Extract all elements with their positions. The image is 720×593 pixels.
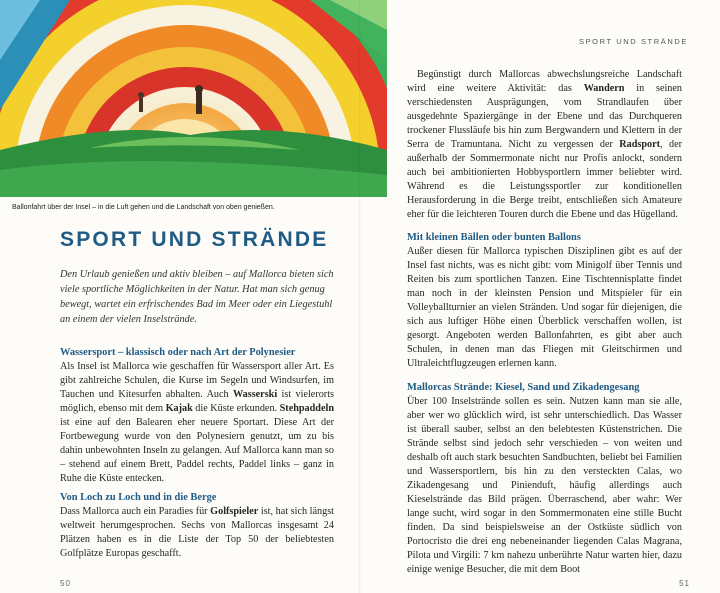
bold-term-wasserski: Wasserski — [233, 389, 278, 400]
text-run: Als Insel ist Mallorca wie geschaffen für Wassersport aller Art. Es gibt zahlreiche Schulen, die Kurse im Segeln und Windsurfen, im Tauchen und Kitesurfen abhalten. Auch — [60, 361, 334, 400]
bold-term-radsport: Radsport — [619, 139, 661, 150]
balloon-photo — [0, 0, 387, 197]
running-head: SPORT UND STRÄNDE — [578, 37, 688, 46]
bold-term-golfspieler: Golfspieler — [210, 506, 259, 517]
bold-term-stehpaddeln: Stehpaddeln — [279, 403, 334, 414]
text-run: ist vielerorts möglich, ebenso mit dem — [60, 389, 334, 414]
bold-term-kajak: Kajak — [165, 403, 193, 414]
bold-term-wandern: Wandern — [583, 83, 625, 94]
page-number-left: 50 — [60, 579, 71, 588]
book-gutter — [359, 0, 361, 593]
text-run: Begünstigt durch Mallorcas abwechslungsreiche Landschaft wird eine weitere Aktivität: das — [407, 69, 682, 94]
intro-paragraph: Den Urlaub genießen und aktiv bleiben – auf Mallorca bieten sich viele sportliche Möglichkeiten in der Natur. Hat man sich genug bewegt, wartet ein erfrischendes Bad im Meer oder ein Liegestuhl an einem der vielen Inselstrände. — [60, 269, 334, 325]
section-heading-baelle-ballons: Mit kleinen Bällen oder bunten Ballons — [407, 232, 581, 243]
text-run: ist eine auf den Balearen eher neuere Sportart. Diese Art der Fortbewegung wurde von den Polynesiern genutzt, um zu bis dahin unbewohnten Inseln zu gelangen. Auf Mallorca kann man so – stehend auf einem Brett, Paddel rechts, Paddel links – ganz in Ruhe die Küste entecken. — [60, 417, 334, 484]
right-body-column — [407, 68, 682, 577]
left-body-column — [60, 346, 334, 561]
text-run: , der außerhalb der Sommermonate nicht nur Profis anlockt, sondern auch bei ambitionierten Hobbysportlern immer beliebter wird. Während es die Leistungssportler zur konditionellen Herausforderung in die Berge treibt, entschließen sich Amateure eher für die leichteren Touren durch die Ebene und das Hügelland. — [407, 139, 682, 220]
section-heading-straende: Mallorcas Strände: Kiesel, Sand und Zikadengesang — [407, 382, 640, 393]
text-run: in seinen verschiedensten Ausprägungen, vom Strandlaufen über ausgedehnte Spaziergänge in der Ebene und das Durchqueren trockener Flussläufe bis hin zum Bergwandern und Klettern in der Serra de Tramuntana. Nicht zu vergessen der — [407, 83, 683, 150]
paragraph-baelle-ballons: Außer diesen für Mallorca typischen Disziplinen gibt es auf der Insel fast nichts, was es nicht gibt: vom Minigolf über Tennis und Reiten bis zum sportlichen Tanzen. Eine Tischtennisplatte findet man noch in der kleinsten Pension und Mitspieler für ein Volleyballturnier an vielen Stränden. Und sogar für diejenigen, die sich aus luftiger Höhe einen Überblick verschaffen wollen, ist gesorgt. Angeboten werden Ballonfahrten, es gibt aber auch Schulen, in denen man das Fliegen mit Gleitschirmen und Ultraleichtflugzeugen erlernen kann. — [407, 246, 682, 369]
section-heading-golf: Von Loch zu Loch und in die Berge — [60, 492, 217, 503]
chapter-title: SPORT UND STRÄNDE — [60, 228, 329, 251]
section-heading-wassersport: Wassersport – klassisch oder nach Art der Polynesier — [60, 347, 296, 358]
text-run: die Küste erkunden. — [192, 403, 280, 414]
balloon-interior-image — [0, 0, 387, 197]
text-run: ist, hat sich längst weltweit herumgesprochen. Sechs von Mallorcas insgesamt 24 Plätzen haben es in die Liste der Top 50 der beliebtesten Golfplätze Europas geschafft. — [60, 506, 334, 559]
paragraph-straende: Über 100 Inselstrände sollen es sein. Nutzen kann man sie alle, aber wer wo glücklich wird, ist sehr unterschiedlich. Das Wasser ist überall sauber, selbst an den belebtesten Küstenstrichen. Die Strände selbst sind jedoch sehr verschieden – von weiten und deshalb oft auch stark besuchten Sandbuchten, beliebt bei Familien und Wassersportlern, bis hin zu den versteckten Calas, wo Zikadengesang und Pinienduft, häufig allerdings auch Kieselstrände das Bild prägen. Überraschend, aber wahr: Wer lange sucht, wird sogar in den Sommermonaten eine stille Bucht finden. Da sind beispielsweise an der Ostküste südlich von Portocristo die drei eng nebeneinander liegenden Calas Magrana, Pilota und Virgili: 7 km nahezu unberührte Natur warten hier, dazu einige wenige Besucher, die mit dem Boot — [407, 396, 682, 575]
page-number-right: 51 — [679, 579, 690, 588]
paragraph-wandern — [407, 68, 682, 222]
paragraph-wassersport — [60, 360, 334, 486]
photo-caption: Ballonfahrt über der Insel – in die Luft gehen und die Landschaft von oben genießen. — [12, 204, 275, 211]
text-run: Dass Mallorca auch ein Paradies für — [60, 506, 211, 517]
paragraph-golf — [60, 505, 334, 561]
